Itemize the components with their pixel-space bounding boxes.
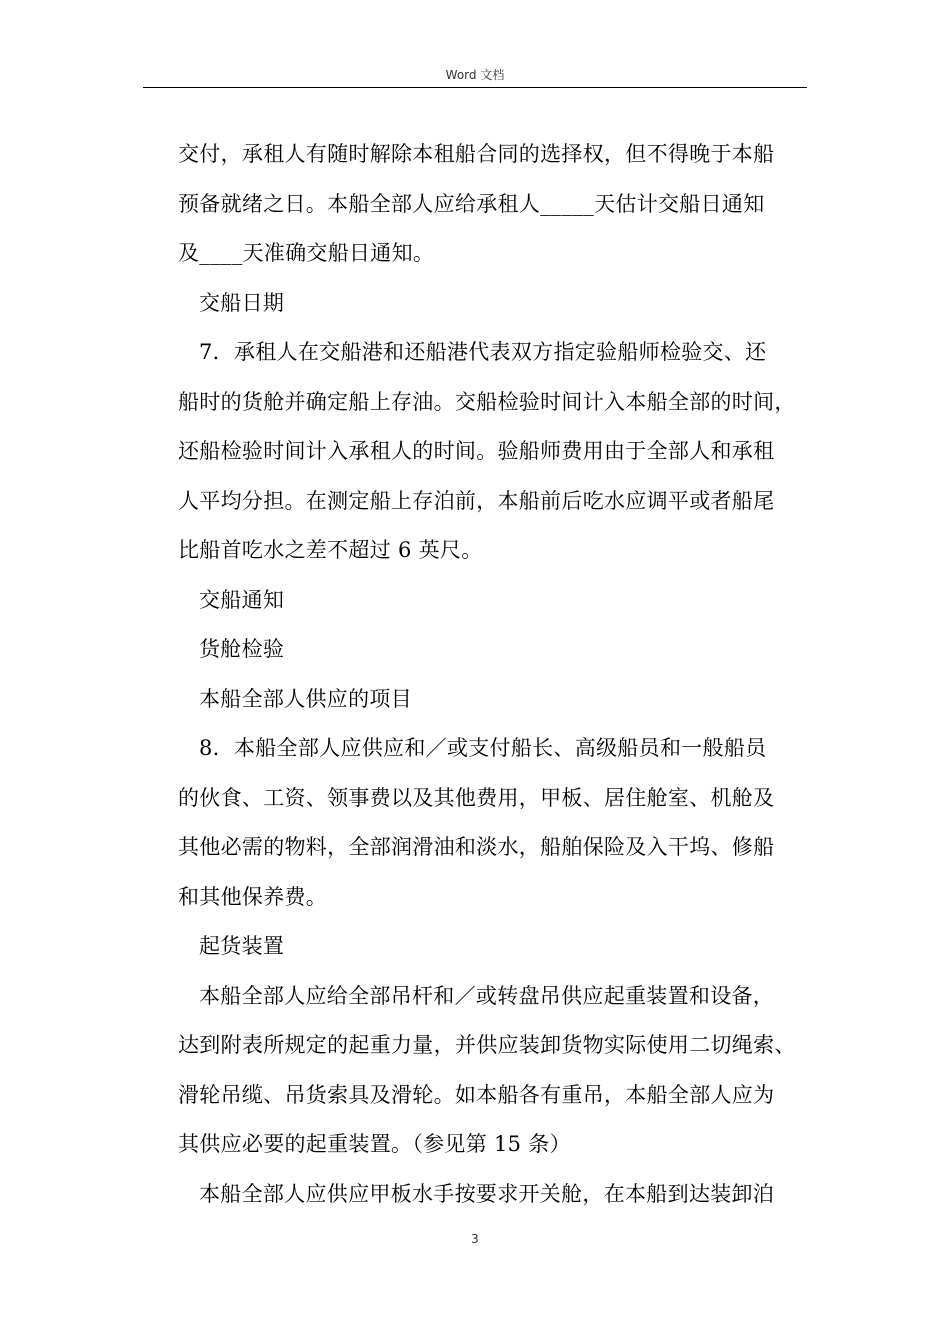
text-line: 交付，承租人有随时解除本租船合同的选择权，但不得晚于本船: [178, 142, 775, 166]
text-line: 交船日期: [199, 290, 285, 315]
document-body: [178, 130, 808, 1219]
text-line: 还船检验时间计入承租人的时间。验船师费用由于全部人和承租: [178, 439, 775, 463]
text-line: 8．本船全部人应供应和／或支付船长、高级船员和一般船员: [199, 736, 767, 760]
text-line: 本船全部人应给全部吊杆和／或转盘吊供应起重装置和设备，: [199, 983, 775, 1008]
text-line: 本船全部人供应的项目: [199, 686, 412, 711]
page-header: Word 文档: [445, 68, 505, 82]
text-line: 的伙食、工资、领事费以及其他费用，甲板、居住舱室、机舱及: [178, 785, 775, 810]
header-rule: [143, 87, 807, 88]
page-number: 3: [471, 1232, 479, 1246]
text-line: 预备就绪之日。本船全部人应给承租人_____天估计交船日通知: [178, 191, 765, 216]
text-line: 比船首吃水之差不超过 6 英尺。: [178, 538, 483, 562]
text-line: 7．承租人在交船港和还船港代表双方指定验船师检验交、还: [199, 340, 767, 364]
text-line: 其他必需的物料，全部润滑油和淡水，船舶保险及入干坞、修船: [178, 835, 775, 859]
text-line: 本船全部人应供应甲板水手按要求开关舱，在本船到达装卸泊: [199, 1181, 775, 1206]
text-line: 人平均分担。在测定船上存泊前，本船前后吃水应调平或者船尾: [178, 488, 775, 513]
text-line: 起货装置: [199, 934, 285, 958]
text-line: 其供应必要的起重装置。（参见第 15 条）: [178, 1132, 571, 1156]
text-line: 船时的货舱并确定船上存油。交船检验时间计入本船全部的时间，: [178, 389, 796, 414]
text-line: 交船通知: [199, 587, 285, 612]
text-line: 达到附表所规定的起重力量，并供应装卸货物实际使用二切绳索、: [178, 1033, 796, 1057]
text-line: 货舱检验: [199, 637, 285, 661]
text-line: 滑轮吊缆、吊货索具及滑轮。如本船各有重吊，本船全部人应为: [178, 1082, 775, 1107]
text-line: 和其他保养费。: [178, 884, 328, 909]
text-line: 及____天准确交船日通知。: [178, 241, 435, 265]
